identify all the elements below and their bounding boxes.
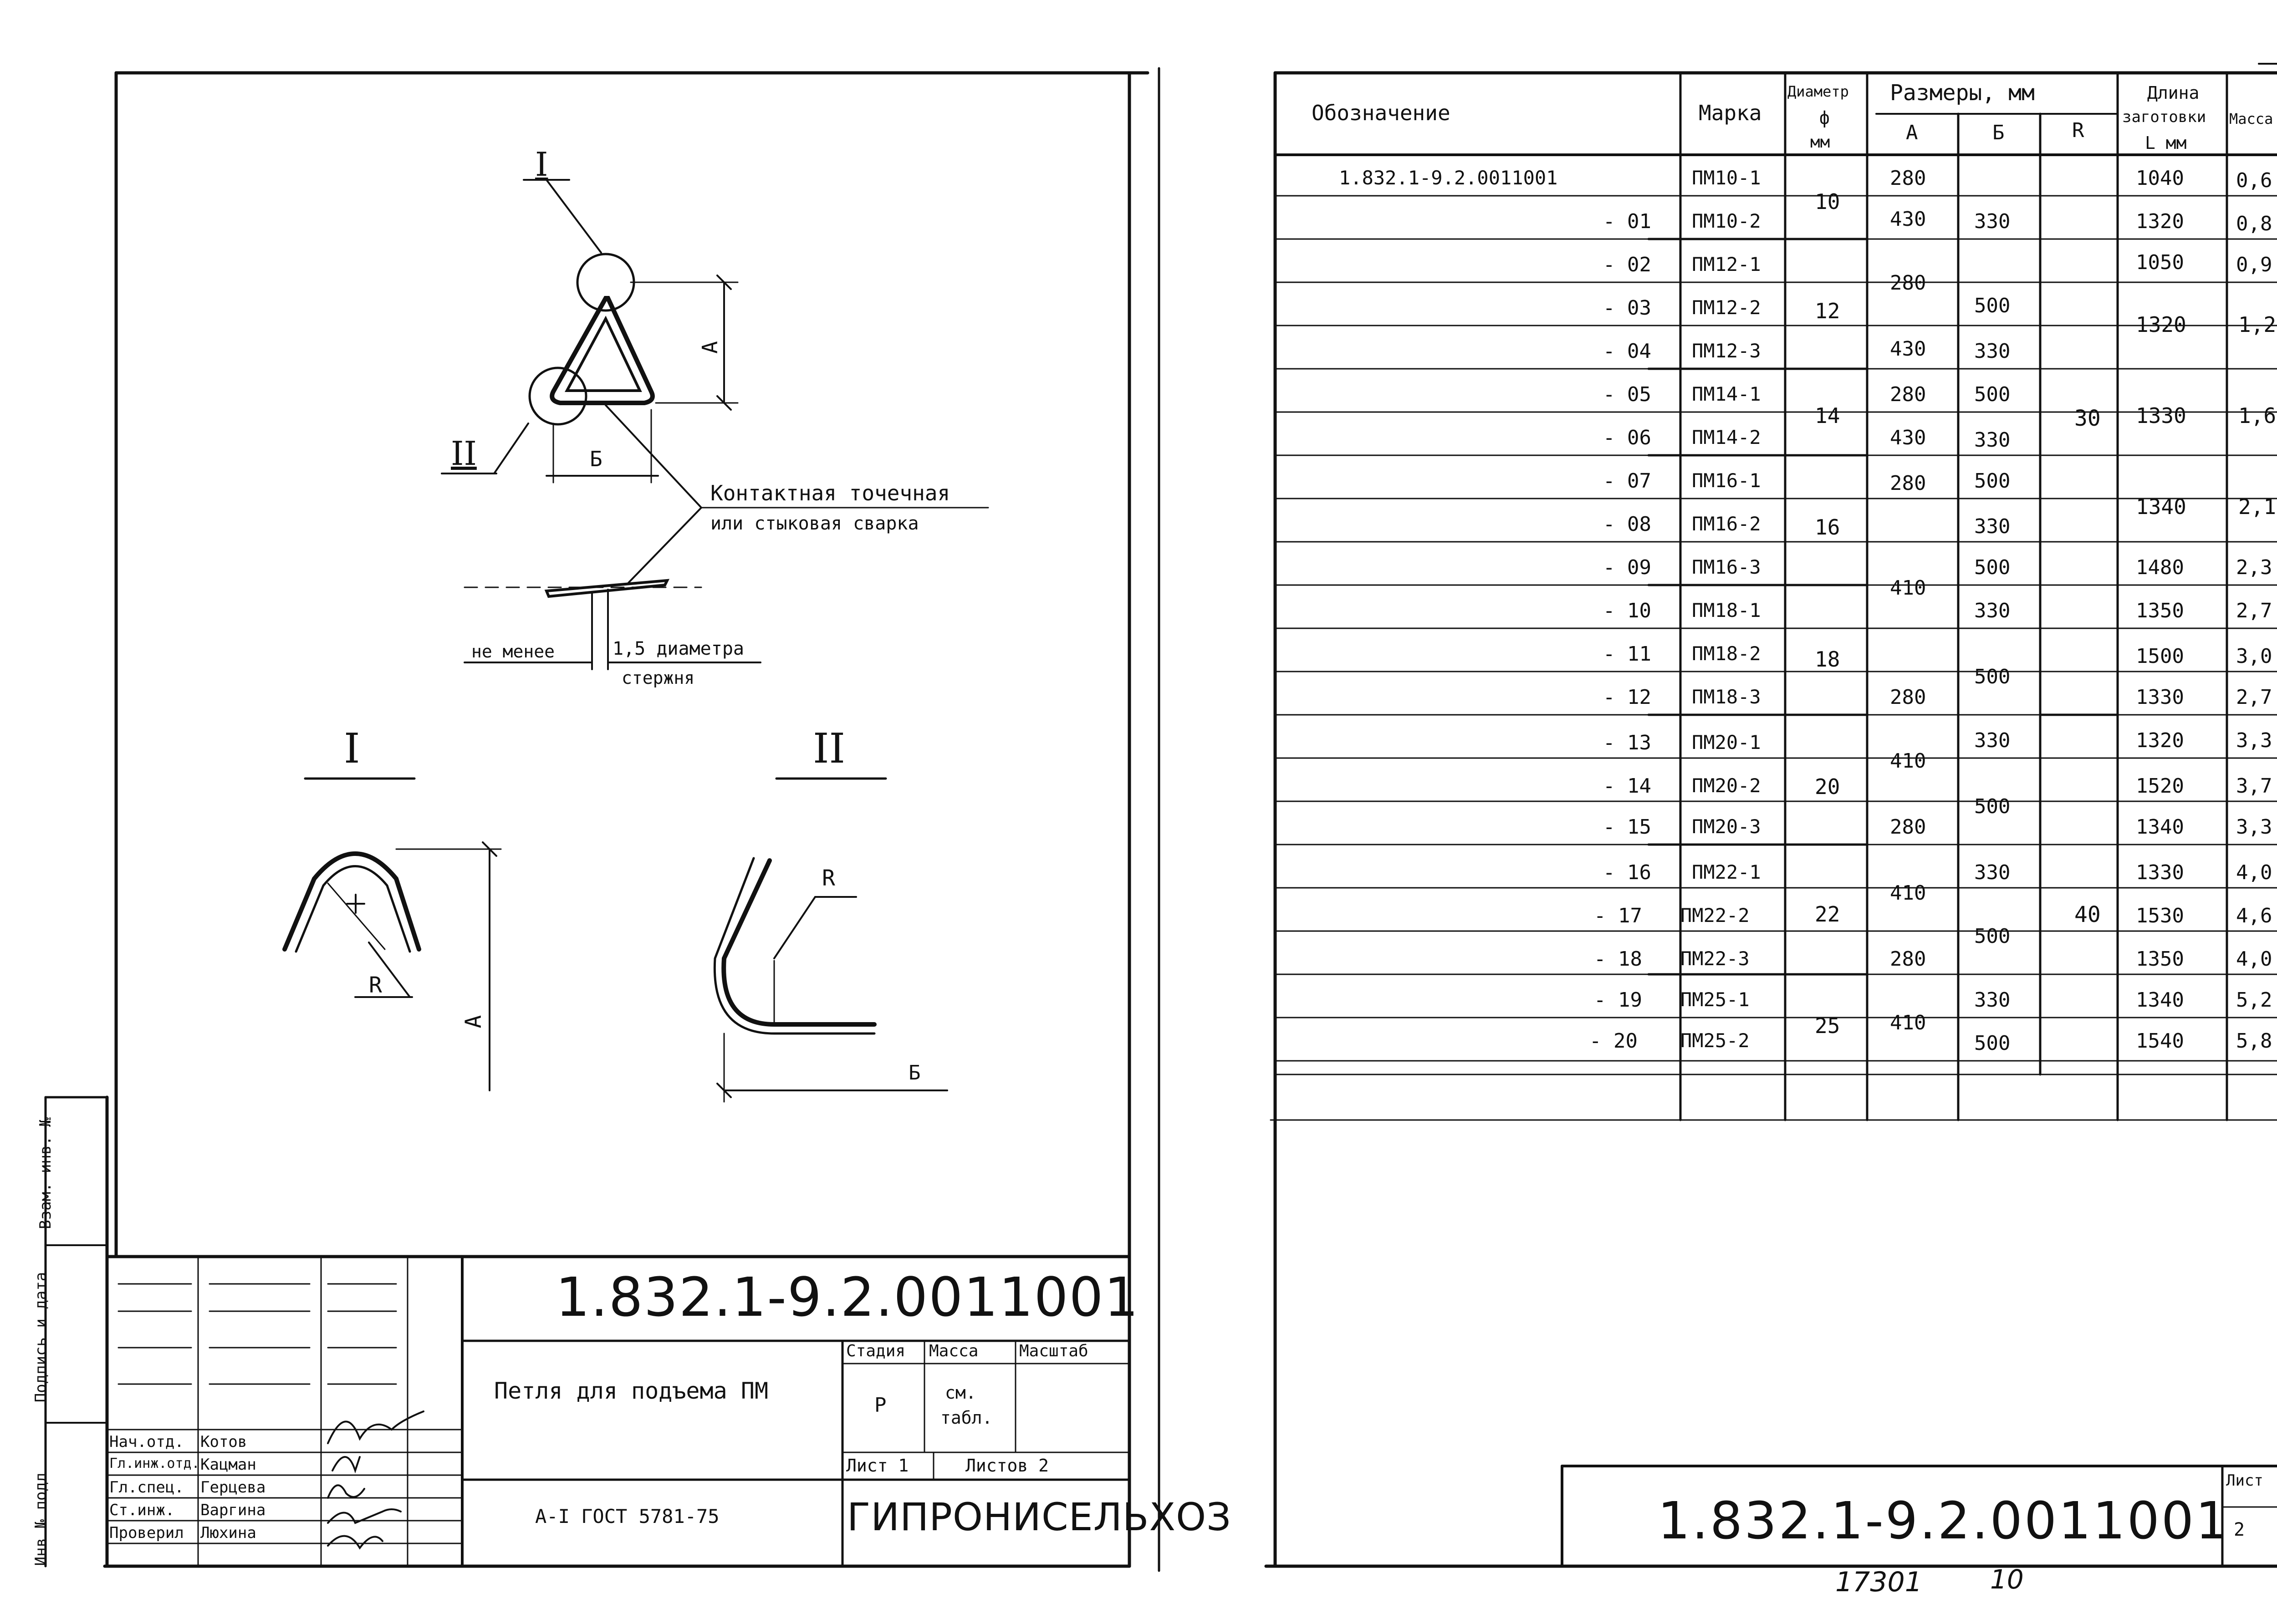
row-designation: - 06 xyxy=(1603,426,1651,449)
right-sheet-value: 2 xyxy=(2234,1519,2245,1540)
dim-R-cell: 40 xyxy=(2074,902,2101,927)
dim-R-cell: 30 xyxy=(2074,406,2101,431)
row-designation: - 07 xyxy=(1603,469,1651,493)
dim-A-cell: 280 xyxy=(1890,383,1926,406)
dim-B-cell: 500 xyxy=(1974,469,2011,493)
row-mass: 0,9 xyxy=(2236,253,2272,276)
row-mark: ПМ22-2 xyxy=(1680,904,1750,927)
dim-B-cell: 330 xyxy=(1974,428,2011,452)
diameter-cell: 22 xyxy=(1815,902,1840,927)
weld-note-line2: или стыковая сварка xyxy=(710,513,919,534)
row-mark: ПМ16-2 xyxy=(1692,513,1761,535)
row-designation: - 02 xyxy=(1603,253,1651,276)
signer-name: Герцева xyxy=(200,1478,266,1497)
row-mark: ПМ20-1 xyxy=(1692,731,1761,753)
row-designation: - 18 xyxy=(1594,947,1642,971)
row-designation: - 05 xyxy=(1603,383,1651,406)
dim-A-cell: 430 xyxy=(1890,208,1926,231)
row-designation: - 10 xyxy=(1603,599,1651,622)
dim-A-cell: 410 xyxy=(1890,576,1926,600)
scale-header: Масштаб xyxy=(1019,1342,1088,1360)
row-mark: ПМ18-2 xyxy=(1692,642,1761,665)
left-material: А-I ГОСТ 5781-75 xyxy=(535,1505,720,1527)
detail-I-height-label: А xyxy=(460,1015,486,1028)
row-length: 1340 xyxy=(2136,815,2184,839)
row-mass: 4,0 xyxy=(2236,861,2272,884)
row-mark: ПМ22-1 xyxy=(1692,861,1761,883)
dim-B-cell: 330 xyxy=(1974,515,2011,538)
row-length: 1520 xyxy=(2136,774,2184,798)
row-mark: ПМ14-1 xyxy=(1692,383,1761,405)
dim-A-cell: 280 xyxy=(1890,686,1926,709)
detail-I-radius-label: R xyxy=(369,972,382,998)
header-length-2: заготовки xyxy=(2122,108,2206,126)
header-mass: Масса xyxy=(2229,110,2273,127)
row-mark: ПМ12-1 xyxy=(1692,253,1761,275)
row-mass: 5,2 xyxy=(2236,988,2272,1012)
left-doc-code: 1.832.1-9.2.0011001 xyxy=(556,1266,1139,1329)
row-mark: ПМ20-3 xyxy=(1692,815,1761,838)
row-designation: - 11 xyxy=(1603,642,1651,666)
row-mark: ПМ12-3 xyxy=(1692,340,1761,362)
header-length-3: L мм xyxy=(2145,133,2187,153)
weld-min-right: 1,5 диаметра xyxy=(613,638,744,659)
row-designation: - 19 xyxy=(1594,988,1642,1012)
right-sheet-label: Лист xyxy=(2226,1471,2263,1490)
detail-II-width-label: Б xyxy=(909,1061,921,1084)
row-mark: ПМ22-3 xyxy=(1680,947,1750,970)
sheet-label: Лист 1 xyxy=(846,1456,909,1476)
length-merged-cell: 1330 xyxy=(2136,403,2186,428)
diameter-cell: 16 xyxy=(1815,515,1840,540)
dim-B-cell: 500 xyxy=(1974,925,2011,948)
row-mass: 3,3 xyxy=(2236,729,2272,752)
dim-A-cell: 410 xyxy=(1890,881,1926,905)
row-designation: - 17 xyxy=(1594,904,1642,927)
signer-role: Нач.отд. xyxy=(109,1433,184,1451)
mass-value-2: табл. xyxy=(940,1408,993,1428)
dim-A-cell: 280 xyxy=(1890,271,1926,295)
row-mark: ПМ16-3 xyxy=(1692,556,1761,578)
row-mass: 5,8 xyxy=(2236,1029,2272,1053)
sheets-label: Листов 2 xyxy=(965,1456,1049,1476)
row-designation: - 14 xyxy=(1603,774,1651,798)
row-length: 1330 xyxy=(2136,686,2184,709)
detail-II-title: II xyxy=(813,725,846,773)
row-mark: ПМ25-2 xyxy=(1680,1029,1750,1052)
signer-role: Проверил xyxy=(109,1524,184,1542)
left-doc-title: Петля для подъема ПМ xyxy=(494,1378,769,1404)
detail-II-side-label: II xyxy=(451,434,477,473)
row-designation: 1.832.1-9.2.0011001 xyxy=(1339,167,1558,189)
row-length: 1350 xyxy=(2136,599,2184,622)
dim-B-cell: 330 xyxy=(1974,988,2011,1012)
dim-A-cell: 280 xyxy=(1890,947,1926,971)
dim-B-cell: 330 xyxy=(1974,861,2011,884)
row-designation: - 15 xyxy=(1603,815,1651,839)
row-mass: 0,6 xyxy=(2236,169,2272,192)
row-length: 1320 xyxy=(2136,729,2184,752)
row-designation: - 16 xyxy=(1603,861,1651,884)
row-length: 1320 xyxy=(2136,210,2184,233)
stamp-signature-date: Подпись и дата xyxy=(32,1272,50,1403)
row-designation: - 04 xyxy=(1603,340,1651,363)
dim-B-cell: 330 xyxy=(1974,729,2011,752)
header-dim-R: R xyxy=(2072,119,2084,142)
row-length: 1340 xyxy=(2136,988,2184,1012)
dim-B-cell: 500 xyxy=(1974,556,2011,579)
organization-name: ГИПРОНИСЕЛЬХОЗ xyxy=(847,1495,1232,1539)
page-mark: 10 xyxy=(1990,1564,2024,1595)
row-mark: ПМ14-2 xyxy=(1692,426,1761,448)
row-designation: - 03 xyxy=(1603,296,1651,320)
header-length-1: Длина xyxy=(2147,83,2200,103)
dimension-B-label: Б xyxy=(590,447,602,471)
detail-II-radius-label: R xyxy=(822,865,835,891)
row-mark: ПМ12-2 xyxy=(1692,296,1761,319)
stamp-replace-inv: Взам. инв. № xyxy=(36,1117,55,1229)
row-length: 1500 xyxy=(2136,645,2184,668)
row-mark: ПМ18-1 xyxy=(1692,599,1761,621)
diameter-cell: 18 xyxy=(1815,647,1840,672)
mass-header: Масса xyxy=(929,1342,979,1360)
header-dimensions: Размеры, мм xyxy=(1890,80,2035,106)
header-dim-A: А xyxy=(1906,121,1918,144)
header-dim-B: Б xyxy=(1992,121,2005,144)
dim-A-cell: 410 xyxy=(1890,1011,1926,1034)
stage-value: Р xyxy=(874,1394,887,1417)
row-designation: - 13 xyxy=(1603,731,1651,754)
dim-A-cell: 280 xyxy=(1890,167,1926,190)
header-mark: Марка xyxy=(1699,101,1762,125)
right-doc-code: 1.832.1-9.2.0011001 xyxy=(1658,1492,2230,1551)
dim-A-cell: 280 xyxy=(1890,815,1926,839)
row-length: 1350 xyxy=(2136,947,2184,971)
length-merged-cell: 1340 xyxy=(2136,494,2186,519)
row-mass: 3,3 xyxy=(2236,815,2272,839)
header-diameter-2: ф xyxy=(1819,108,1830,128)
diameter-cell: 20 xyxy=(1815,774,1840,799)
row-designation: - 09 xyxy=(1603,556,1651,579)
row-length: 1480 xyxy=(2136,556,2184,579)
row-mass: 4,6 xyxy=(2236,904,2272,927)
row-mark: ПМ25-1 xyxy=(1680,988,1750,1011)
row-mass: 4,0 xyxy=(2236,947,2272,971)
signer-name: Люхина xyxy=(200,1524,256,1542)
signer-name: Кацман xyxy=(200,1456,256,1474)
diameter-cell: 25 xyxy=(1815,1013,1840,1038)
row-mass: 3,7 xyxy=(2236,774,2272,798)
archive-number: 17301 xyxy=(1835,1566,1922,1598)
row-designation: - 12 xyxy=(1603,686,1651,709)
diameter-cell: 12 xyxy=(1815,299,1840,323)
row-designation: - 08 xyxy=(1603,513,1651,536)
signer-name: Котов xyxy=(200,1433,247,1451)
diameter-cell: 10 xyxy=(1815,189,1840,214)
row-length: 1540 xyxy=(2136,1029,2184,1053)
mass-merged-cell: 2,1 xyxy=(2238,494,2277,519)
dim-B-cell: 500 xyxy=(1974,294,2011,317)
row-designation: - 01 xyxy=(1603,210,1651,233)
mass-merged-cell: 1,2 xyxy=(2238,312,2277,337)
row-length: 1530 xyxy=(2136,904,2184,927)
row-mass: 2,7 xyxy=(2236,686,2272,709)
mass-merged-cell: 1,6 xyxy=(2238,403,2277,428)
dim-B-cell: 330 xyxy=(1974,599,2011,622)
header-diameter-3: мм xyxy=(1810,133,1830,152)
signer-role: Ст.инж. xyxy=(109,1501,175,1519)
header-designation: Обозначение xyxy=(1312,101,1450,125)
weld-min-right-2: стержня xyxy=(622,668,695,688)
weld-min-left: не менее xyxy=(471,641,555,662)
dim-B-cell: 330 xyxy=(1974,340,2011,363)
row-mark: ПМ20-2 xyxy=(1692,774,1761,797)
row-mass: 2,3 xyxy=(2236,556,2272,579)
row-mark: ПМ10-2 xyxy=(1692,210,1761,232)
stage-header: Стадия xyxy=(846,1342,906,1360)
stamp-inv-podl: Инв № подл xyxy=(32,1472,50,1566)
row-mark: ПМ16-1 xyxy=(1692,469,1761,492)
row-designation: - 20 xyxy=(1589,1029,1638,1053)
dim-B-cell: 500 xyxy=(1974,795,2011,818)
row-mass: 2,7 xyxy=(2236,599,2272,622)
dim-A-cell: 430 xyxy=(1890,426,1926,449)
signer-role: Гл.спец. xyxy=(109,1478,184,1497)
length-merged-cell: 1320 xyxy=(2136,312,2186,337)
dim-B-cell: 500 xyxy=(1974,383,2011,406)
weld-note-line1: Контактная точечная xyxy=(710,481,950,505)
dim-B-cell: 500 xyxy=(1974,1032,2011,1055)
mass-value-1: см. xyxy=(945,1383,976,1403)
detail-I-title: I xyxy=(344,725,360,773)
dimension-A-label: А xyxy=(697,341,722,354)
detail-I-top-label: I xyxy=(535,145,548,183)
diameter-cell: 14 xyxy=(1815,403,1840,428)
row-length: 1330 xyxy=(2136,861,2184,884)
row-mass: 3,0 xyxy=(2236,645,2272,668)
dim-B-cell: 330 xyxy=(1974,210,2011,233)
dim-B-cell: 500 xyxy=(1974,665,2011,688)
header-diameter-1: Диаметр xyxy=(1787,83,1849,100)
row-length: 1050 xyxy=(2136,251,2184,274)
row-mass: 0,8 xyxy=(2236,212,2272,235)
row-length: 1040 xyxy=(2136,167,2184,190)
row-mark: ПМ18-3 xyxy=(1692,686,1761,708)
dim-A-cell: 280 xyxy=(1890,472,1926,495)
dim-A-cell: 410 xyxy=(1890,749,1926,773)
dim-A-cell: 430 xyxy=(1890,337,1926,361)
signer-role: Гл.инж.отд. xyxy=(109,1456,200,1471)
signer-name: Варгина xyxy=(200,1501,266,1519)
row-mark: ПМ10-1 xyxy=(1692,167,1761,189)
